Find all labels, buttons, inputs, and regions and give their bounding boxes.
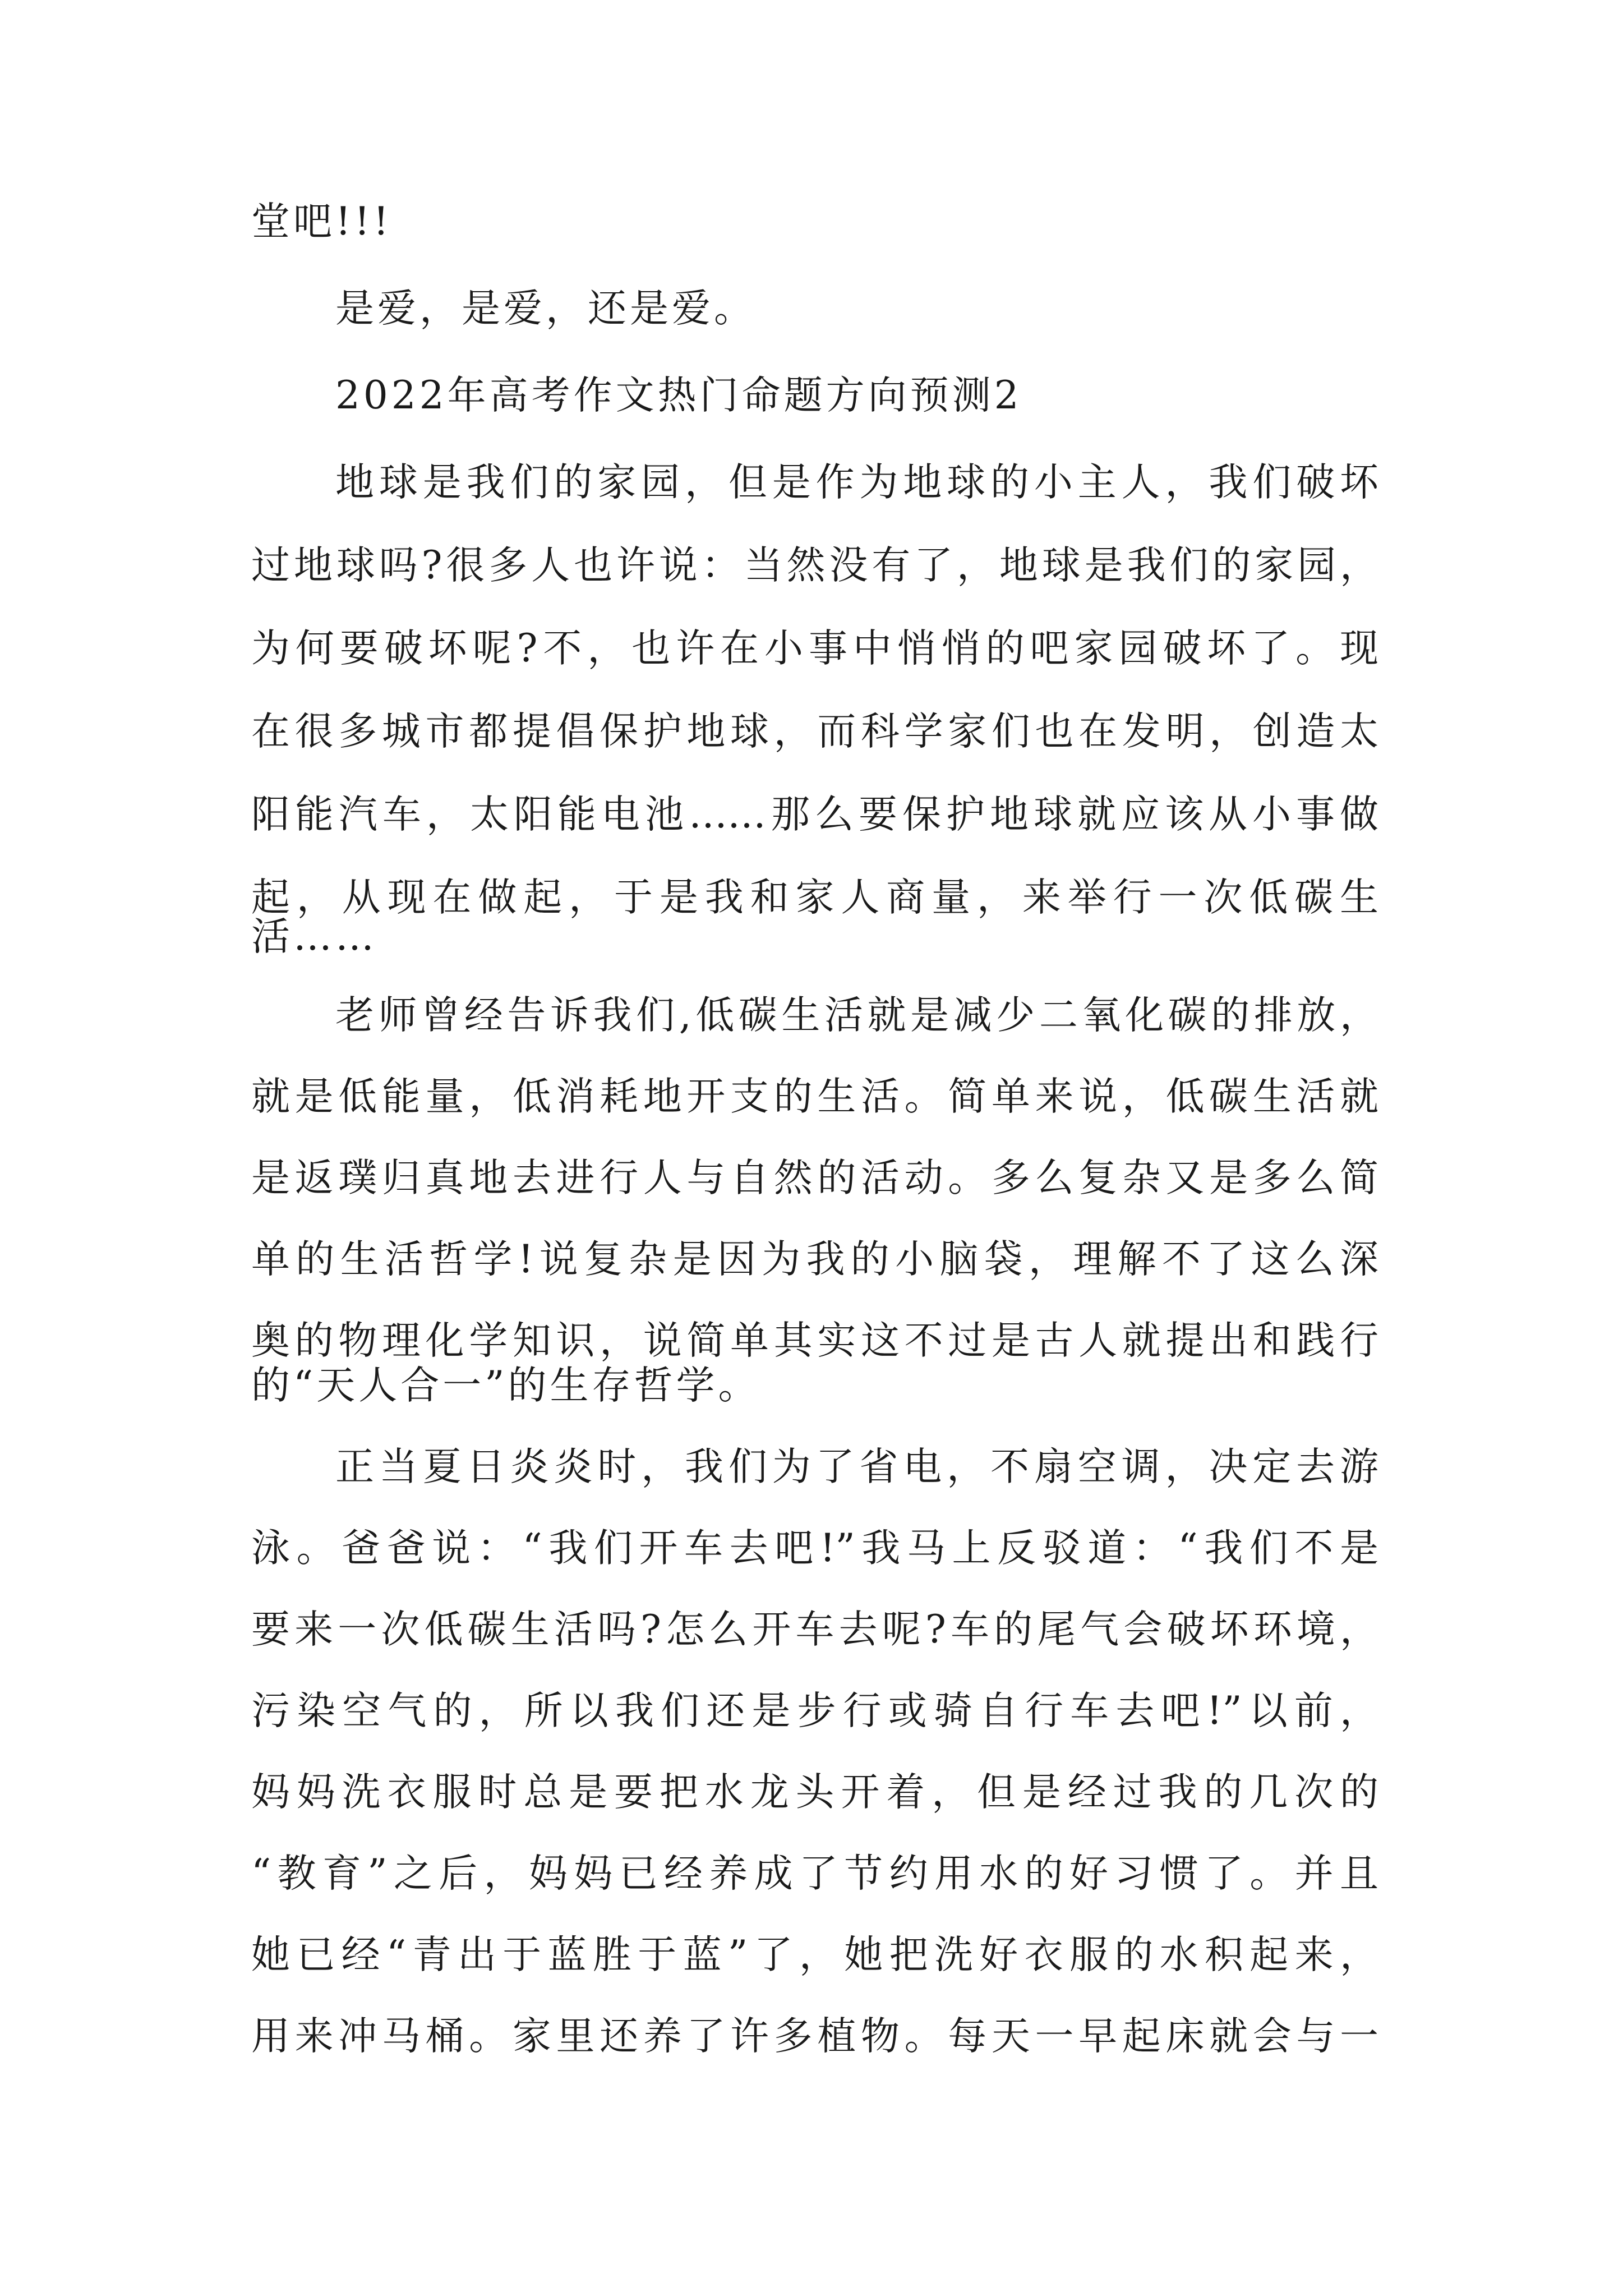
paragraph-line: 奥的物理化学知识，说简单其实这不过是古人就提出和践行 xyxy=(251,1318,1378,1363)
paragraph-line: 泳。爸爸说：“我们开车去吧!”我马上反驳道：“我们不是 xyxy=(251,1526,1378,1571)
paragraph-line: 单的生活哲学!说复杂是因为我的小脑袋，理解不了这么深 xyxy=(251,1237,1378,1282)
paragraph-line: 老师曾经告诉我们,低碳生活就是减少二氧化碳的排放， xyxy=(335,993,1378,1038)
paragraph-line: 用来冲马桶。家里还养了许多植物。每天一早起床就会与一 xyxy=(251,2014,1378,2059)
paragraph-line: 她已经“青出于蓝胜于蓝”了，她把洗好衣服的水积起来， xyxy=(251,1932,1378,1977)
paragraph-line: 在很多城市都提倡保护地球，而科学家们也在发明，创造太 xyxy=(251,709,1378,754)
paragraph-line: 活…… xyxy=(251,914,377,959)
paragraph-line: 要来一次低碳生活吗?怎么开车去呢?车的尾气会破坏环境， xyxy=(251,1607,1378,1652)
paragraph-line: 起，从现在做起，于是我和家人商量，来举行一次低碳生 xyxy=(251,875,1378,920)
paragraph-line: 污染空气的，所以我们还是步行或骑自行车去吧!”以前， xyxy=(251,1688,1378,1733)
paragraph-line: 妈妈洗衣服时总是要把水龙头开着，但是经过我的几次的 xyxy=(251,1770,1378,1815)
paragraph-line: 正当夏日炎炎时，我们为了省电，不扇空调，决定去游 xyxy=(335,1444,1378,1489)
paragraph-line: 堂吧!!! xyxy=(251,199,393,244)
paragraph-line: 是返璞归真地去进行人与自然的活动。多么复杂又是多么简 xyxy=(251,1156,1378,1200)
section-heading: 2022年高考作文热门命题方向预测2 xyxy=(335,373,1022,418)
paragraph-line: 的“天人合一”的生存哲学。 xyxy=(251,1363,760,1408)
paragraph-line: 就是低能量，低消耗地开支的生活。简单来说，低碳生活就 xyxy=(251,1074,1378,1119)
paragraph-line: 过地球吗?很多人也许说：当然没有了，地球是我们的家园， xyxy=(251,543,1378,588)
paragraph-line: 地球是我们的家园，但是作为地球的小主人，我们破坏 xyxy=(335,460,1378,505)
paragraph-line: 阳能汽车，太阳能电池……那么要保护地球就应该从小事做 xyxy=(251,792,1378,837)
paragraph-line: 为何要破坏呢?不，也许在小事中悄悄的吧家园破坏了。现 xyxy=(251,626,1378,671)
paragraph-line: “教育”之后，妈妈已经养成了节约用水的好习惯了。并且 xyxy=(251,1851,1378,1896)
paragraph-line: 是爱，是爱，还是爱。 xyxy=(335,286,756,331)
